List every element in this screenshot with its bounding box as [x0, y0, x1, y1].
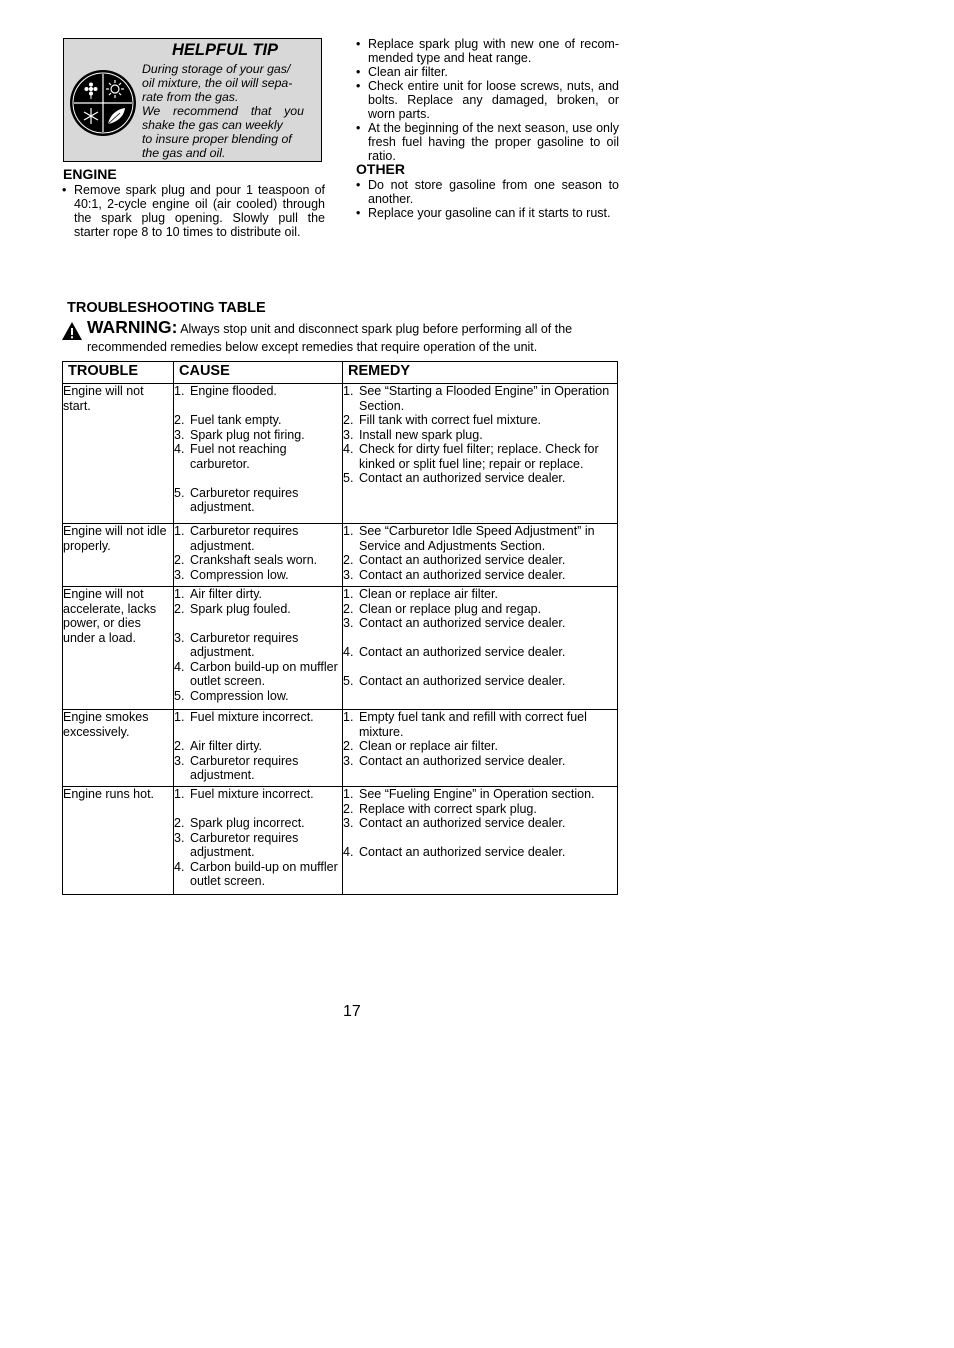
cause-item — [174, 553, 342, 568]
remedy-item — [343, 524, 617, 553]
trouble-text: Engine will not idle properly. — [63, 524, 167, 553]
other-list — [356, 178, 619, 220]
item-text: Compression low. — [190, 567, 289, 582]
item-number: 3. — [343, 427, 354, 442]
item-text: Fuel mixture incorrect. — [190, 710, 314, 724]
item-text: Contact an authorized service dealer. — [359, 816, 566, 830]
engine-heading: ENGINE — [63, 166, 117, 182]
item-number: 1. — [343, 710, 354, 724]
troubleshooting-heading: TROUBLESHOOTING TABLE — [67, 300, 266, 316]
cause-item — [174, 413, 342, 428]
warning-line-1: Always stop unit and disconnect spark plug before performing all of the — [180, 322, 573, 336]
item-number: 2. — [343, 739, 354, 753]
remedy-item — [343, 674, 617, 689]
remedy-item — [343, 602, 617, 617]
remedy-item — [343, 471, 617, 486]
remedy-item — [343, 616, 617, 631]
table-row — [63, 787, 618, 895]
item-text: Check for dirty fuel filter; replace. Check for kinked or split fuel line; repair or replace. — [359, 442, 599, 471]
item-number: 3. — [174, 427, 185, 442]
item-number: 4. — [174, 442, 185, 456]
spacer — [343, 631, 617, 646]
item-text: Compression low. — [190, 688, 289, 703]
item-text: Clean or replace air filter. — [359, 587, 498, 601]
spacer — [343, 660, 617, 675]
spacer — [174, 471, 342, 486]
helpful-tip-box — [63, 38, 322, 162]
seasons-icon — [68, 68, 138, 138]
item-text: Air filter dirty. — [190, 587, 262, 601]
maintenance-list — [356, 37, 619, 163]
cause-item — [174, 816, 342, 831]
table-row — [63, 524, 618, 587]
item-number: 5. — [174, 688, 185, 703]
item-number: 3. — [174, 567, 185, 582]
item-number: 3. — [174, 753, 185, 768]
warning-line-2: recommended remedies below except remedies that require operation of the unit. — [87, 340, 538, 354]
cause-cell — [174, 710, 343, 787]
trouble-text: Engine will not accelerate, lacks power, or dies under a load. — [63, 587, 157, 645]
remedy-item — [343, 845, 617, 860]
item-text: Clean or replace air filter. — [359, 739, 498, 753]
cause-cell — [174, 524, 343, 587]
item-text: Carbon build-up on muffler outlet screen. — [190, 659, 338, 688]
spacer — [343, 831, 617, 846]
item-text: Carburetor requires adjustment. — [190, 630, 299, 659]
item-number: 2. — [343, 601, 354, 616]
remedy-item — [343, 754, 617, 769]
item-text: Fuel not reaching carburetor. — [190, 442, 287, 471]
remedy-cell — [343, 587, 618, 710]
item-text: Engine flooded. — [190, 384, 277, 398]
item-text: Contact an authorized service dealer. — [359, 553, 566, 567]
cause-item — [174, 486, 342, 515]
item-number: 3. — [174, 830, 185, 845]
item-number: 1. — [343, 787, 354, 801]
item-number: 2. — [343, 801, 354, 816]
item-text: Install new spark plug. — [359, 427, 483, 442]
list-item: • Clean air filter. — [356, 65, 619, 79]
helpful-tip-title: HELPFUL TIP — [172, 41, 279, 59]
item-number: 4. — [343, 845, 354, 859]
cause-item — [174, 524, 342, 553]
item-text: Replace with correct spark plug. — [359, 801, 537, 816]
item-text: Contact an authorized service dealer. — [359, 616, 566, 630]
item-number: 2. — [174, 601, 185, 616]
item-number: 3. — [343, 753, 354, 768]
item-text: Contact an authorized service dealer. — [359, 845, 566, 859]
item-number: 2. — [174, 413, 185, 427]
item-number: 1. — [174, 787, 185, 801]
item-number: 4. — [343, 442, 354, 456]
remedy-item — [343, 816, 617, 831]
cause-item — [174, 860, 342, 889]
cause-item — [174, 631, 342, 660]
cause-cell — [174, 587, 343, 710]
item-number: 2. — [174, 553, 185, 567]
item-text: Contact an authorized service dealer. — [359, 753, 566, 768]
tip-line: rate from the gas. — [142, 90, 239, 104]
warning-text — [87, 317, 573, 337]
remedy-item — [343, 428, 617, 443]
item-number: 2. — [174, 739, 185, 753]
tip-line: During storage of your gas/ — [142, 62, 291, 76]
remedy-item — [343, 710, 617, 739]
item-text: See “Starting a Flooded Engine” in Operation Section. — [359, 384, 610, 413]
cause-item — [174, 428, 342, 443]
table-row — [63, 587, 618, 710]
item-number: 1. — [174, 384, 185, 398]
cause-item — [174, 587, 342, 602]
remedy-item — [343, 787, 617, 802]
item-text: Crankshaft seals worn. — [190, 553, 318, 567]
item-number: 3. — [174, 630, 185, 645]
cause-item — [174, 442, 342, 471]
trouble-cell — [63, 587, 174, 710]
cause-item — [174, 384, 342, 399]
warning-label: WARNING: — [87, 317, 178, 337]
cause-item — [174, 602, 342, 617]
item-number: 1. — [174, 710, 185, 724]
trouble-cell — [63, 384, 174, 524]
item-number: 2. — [343, 553, 354, 567]
item-number: 1. — [343, 587, 354, 601]
cause-item — [174, 739, 342, 754]
tip-line: to insure proper blending of — [142, 132, 292, 146]
remedy-item — [343, 384, 617, 413]
other-heading: OTHER — [356, 161, 405, 177]
remedy-item — [343, 587, 617, 602]
item-text: Contact an authorized service dealer. — [359, 674, 566, 688]
item-number: 1. — [174, 587, 185, 601]
list-item: • Replace your gasoline can if it starts to rust. — [356, 206, 619, 220]
tip-line: oil mixture, the oil will sepa- — [142, 76, 293, 90]
item-number: 1. — [174, 524, 185, 538]
trouble-text: Engine smokes excessively. — [63, 710, 149, 739]
remedy-item — [343, 739, 617, 754]
remedy-cell — [343, 710, 618, 787]
item-text: Clean or replace plug and regap. — [359, 601, 542, 616]
item-text: Air filter dirty. — [190, 739, 262, 753]
list-item: • Replace spark plug with new one of recom-mended type and heat range. — [356, 37, 619, 65]
item-text: Fuel mixture incorrect. — [190, 787, 314, 801]
item-text: Contact an authorized service dealer. — [359, 471, 566, 485]
cause-item — [174, 689, 342, 704]
header-cause: CAUSE — [174, 362, 343, 384]
spacer — [174, 802, 342, 817]
item-text: Spark plug incorrect. — [190, 816, 305, 830]
item-text: Contact an authorized service dealer. — [359, 567, 566, 582]
cause-item — [174, 831, 342, 860]
item-number: 3. — [343, 567, 354, 582]
engine-list — [62, 183, 325, 239]
helpful-tip-text — [142, 62, 304, 160]
item-number: 4. — [343, 645, 354, 659]
item-number: 5. — [343, 674, 354, 688]
item-text: Fuel tank empty. — [190, 413, 282, 427]
item-text: Contact an authorized service dealer. — [359, 645, 566, 659]
spacer — [174, 616, 342, 631]
table-row — [63, 710, 618, 787]
tip-line: We recommend that you — [142, 104, 304, 118]
page-number: 17 — [343, 1003, 361, 1020]
troubleshooting-table — [62, 361, 618, 895]
remedy-cell — [343, 384, 618, 524]
item-number: 5. — [343, 471, 354, 485]
remedy-cell — [343, 524, 618, 587]
spacer — [174, 725, 342, 740]
item-text: Carburetor requires adjustment. — [190, 753, 299, 782]
item-text: See “Carburetor Idle Speed Adjustment” in Service and Adjustments Section. — [359, 524, 595, 553]
tip-line: the gas and oil. — [142, 146, 226, 160]
cause-cell — [174, 787, 343, 895]
item-text: See “Fueling Engine” in Operation section. — [359, 787, 595, 801]
list-item: • Remove spark plug and pour 1 teaspoon of 40:1, 2-cycle engine oil (air cooled) through the spark plug opening. Slowly pull the starter rope 8 to 10 times to distribute oil. — [62, 183, 325, 239]
item-number: 3. — [343, 816, 354, 830]
item-number: 4. — [174, 859, 185, 874]
item-text: Carburetor requires adjustment. — [190, 830, 299, 859]
cause-cell — [174, 384, 343, 524]
cause-item — [174, 787, 342, 802]
remedy-item — [343, 413, 617, 428]
item-text: Spark plug fouled. — [190, 601, 291, 616]
trouble-text: Engine runs hot. — [63, 787, 155, 801]
item-text: Carburetor requires adjustment. — [190, 524, 299, 553]
cause-item — [174, 568, 342, 583]
item-number: 2. — [343, 413, 354, 427]
header-trouble: TROUBLE — [63, 362, 174, 384]
item-text: Empty fuel tank and refill with correct fuel mixture. — [359, 710, 587, 739]
trouble-cell — [63, 710, 174, 787]
item-text: Spark plug not firing. — [190, 427, 305, 442]
trouble-cell — [63, 787, 174, 895]
item-number: 2. — [174, 816, 185, 830]
cause-item — [174, 710, 342, 725]
trouble-cell — [63, 524, 174, 587]
remedy-item — [343, 645, 617, 660]
remedy-item — [343, 802, 617, 817]
remedy-cell — [343, 787, 618, 895]
item-number: 1. — [343, 384, 354, 398]
cause-item — [174, 754, 342, 783]
item-number: 3. — [343, 616, 354, 630]
item-number: 1. — [343, 524, 354, 538]
warning-icon — [61, 321, 83, 341]
spacer — [174, 399, 342, 414]
remedy-item — [343, 553, 617, 568]
table-header-row — [63, 362, 618, 384]
remedy-item — [343, 568, 617, 583]
list-item: • Check entire unit for loose screws, nuts, and bolts. Replace any damaged, broken, or worn parts. — [356, 79, 619, 121]
item-text: Fill tank with correct fuel mixture. — [359, 413, 541, 427]
list-item: • Do not store gasoline from one season to another. — [356, 178, 619, 206]
item-text: Carbon build-up on muffler outlet screen. — [190, 859, 338, 888]
cause-item — [174, 660, 342, 689]
remedy-item — [343, 442, 617, 471]
header-remedy: REMEDY — [343, 362, 618, 384]
trouble-text: Engine will not start. — [63, 384, 144, 413]
item-number: 4. — [174, 659, 185, 674]
table-row — [63, 384, 618, 524]
item-text: Carburetor requires adjustment. — [190, 485, 299, 514]
list-item: • At the beginning of the next season, use only fresh fuel having the proper gasoline to oil ratio. — [356, 121, 619, 163]
tip-line: shake the gas can weekly — [142, 118, 283, 132]
item-number: 5. — [174, 485, 185, 500]
